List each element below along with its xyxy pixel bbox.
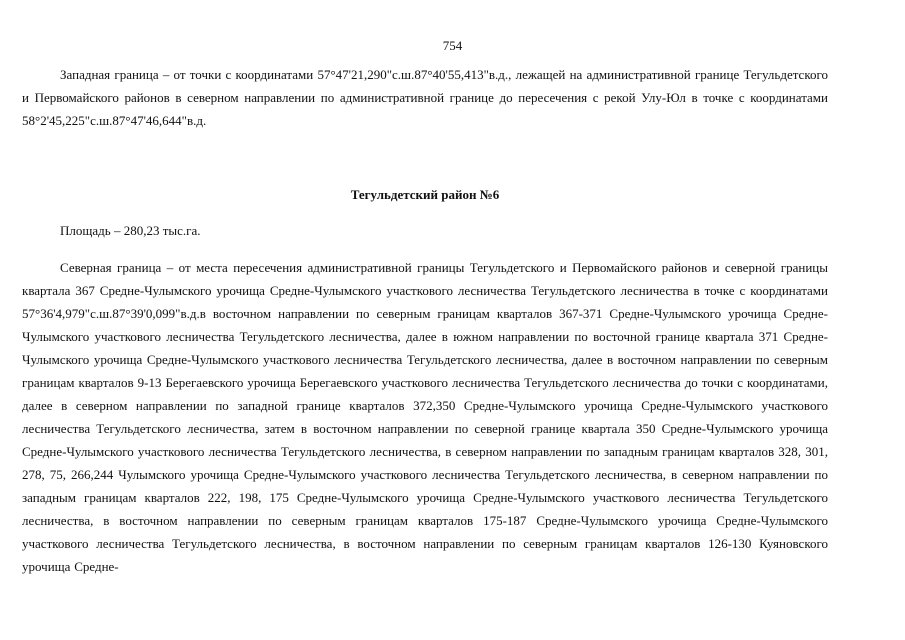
- page-number: 754: [442, 38, 463, 53]
- district-area: Площадь – 280,23 тыс.га.: [60, 223, 201, 238]
- north-border-paragraph: Северная граница – от места пересечения административной границы Тегульдетского и Первомайского районов и северной границы квартала 367 Средне-Чулымского урочища Средне-Чулымского участкового лесничества Тегульдетского лесничества в точке с координатами 57°36'4,979"с.ш.87°39'0,099"в.д.в восточном направлении по северным границам кварталов 367-371 Средне-Чулымского урочища Средне-Чулымского участкового лесничества Тегульдетского лесничества, далее в южном направлении по восточной границе квартала 371 Средне-Чулымского урочища Средне-Чулымского участкового лесничества Тегульдетского лесничества, далее в восточном направлении по северным границам кварталов 9-13 Берегаевского урочища Берегаевского участкового лесничества Тегульдетского лесничества до точки с координатами, далее в северном направлении по западной границе кварталов 372,350 Средне-Чулымского урочища Средне-Чулымского участкового лесничества Тегульдетского лесничества, затем в восточном направлении по северной границе квартала 350 Средне-Чулымского урочища Средне-Чулымского участкового лесничества Тегульдетского лесничества, в северном направлении по западным границам кварталов 328, 301, 278, 75, 266,244 Чулымского урочища Средне-Чулымского участкового лесничества Тегульдетского лесничества, в северном направлении по западным границам кварталов 222, 198, 175 Средне-Чулымского урочища Средне-Чулымского участкового лесничества Тегульдетского лесничества, в восточном направлении по северным границам кварталов 175-187 Средне-Чулымского урочища Средне-Чулымского участкового лесничества Тегульдетского лесничества, в восточном направлении по северным границам кварталов 126-130 Куяновского урочища Средне-: [22, 260, 828, 574]
- west-border-paragraph: Западная граница – от точки с координатами 57°47'21,290"с.ш.87°40'55,413"в.д., лежащей на административной границе Тегульдетского и Первомайского районов в северном направлении по административной границе до пересечения с рекой Улу-Юл в точке с координатами 58°2'45,225"с.ш.87°47'46,644"в.д.: [22, 67, 828, 128]
- district-heading: Тегульдетский район №6: [350, 187, 500, 202]
